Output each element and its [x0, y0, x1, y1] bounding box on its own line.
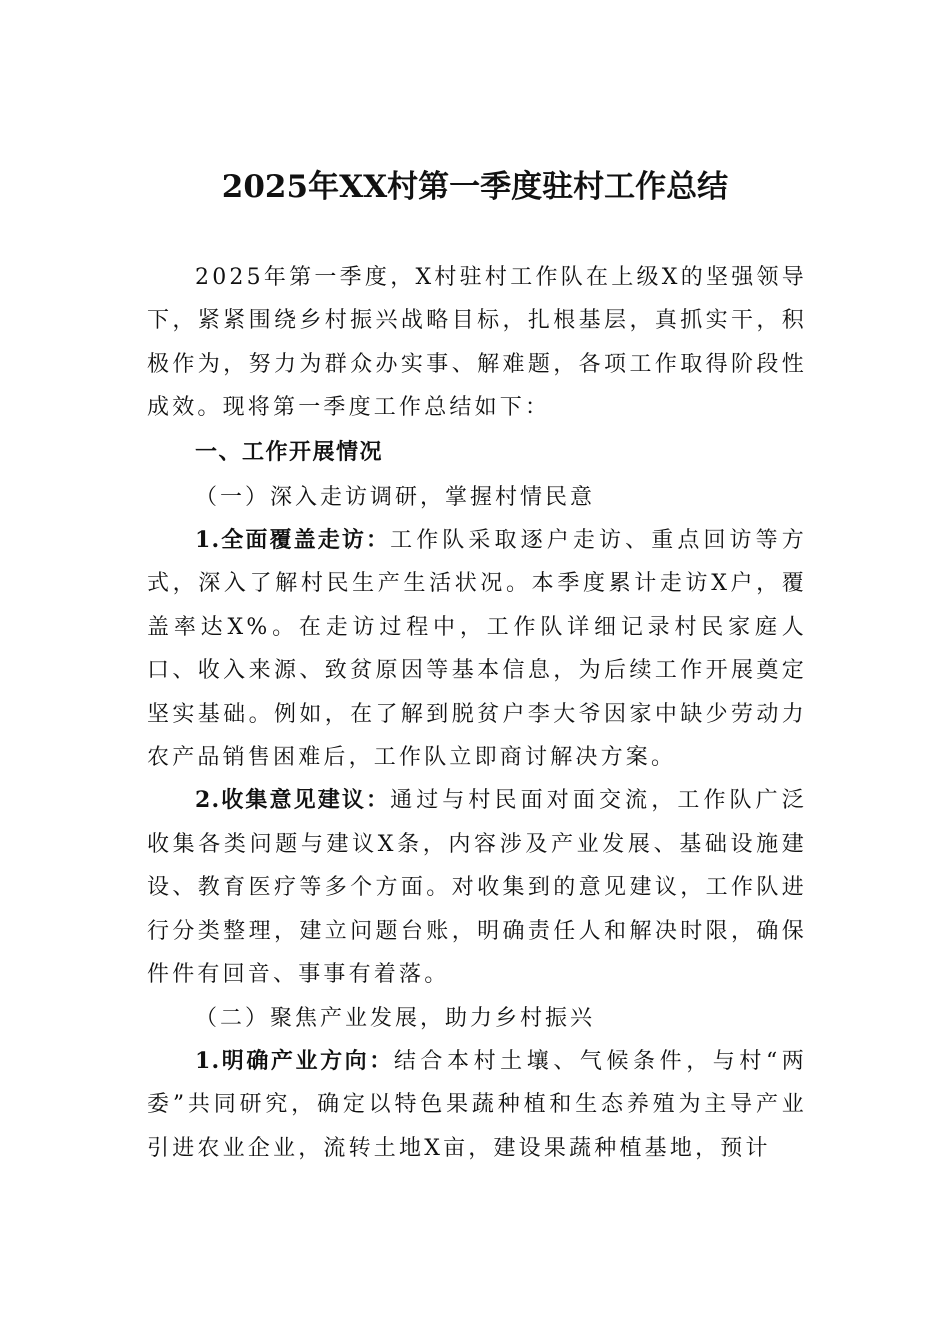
document-title: 2025年XX村第一季度驻村工作总结 [221, 169, 729, 205]
paragraph-text-full-coverage: 工作队采取逐户走访、重点回访等方式，深入了解村民生产生活状况。本季度累计走访X户，覆盖率达X%。在走访过程中，工作队详细记录村民家庭人口、收入来源、致贫原因等基本信息，为后续工作开展奠定坚实基础。例如，在了解到脱贫户李大爷因家中缺少劳动力农产品销售困难后，工作队立即商讨解决方案。 [147, 528, 807, 771]
paragraph-text-industry-direction: 结合本村土壤、气候条件，与村“两委”共同研究，确定以特色果蔬种植和生态养殖为主导产业引进农业企业，流转土地X亩，建设果蔬种植基地，预计 [147, 1048, 807, 1161]
section-heading-work-progress: 一、工作开展情况 [195, 439, 384, 465]
paragraph-full-coverage-visits [147, 519, 807, 779]
paragraph-collect-suggestions [147, 779, 807, 996]
subsection-heading-visits: （一）深入走访调研，掌握村情民意 [195, 484, 596, 510]
paragraph-lead-full-coverage: 1.全面覆盖走访： [195, 527, 391, 554]
paragraph-lead-collect-suggestions: 2.收集意见建议： [195, 787, 391, 814]
intro-paragraph: 2025年第一季度，X村驻村工作队在上级X的坚强领导下，紧紧围绕乡村振兴战略目标，扎根基层，真抓实干，积极作为，努力为群众办实事、解难题，各项工作取得阶段性成效。现将第一季度工作总结如下： [147, 265, 807, 421]
paragraph-lead-industry-direction: 1.明确产业方向： [195, 1047, 394, 1074]
document-body [147, 256, 807, 1170]
subsection-heading-industry: （二）聚焦产业发展，助力乡村振兴 [195, 1005, 596, 1031]
paragraph-text-collect-suggestions: 通过与村民面对面交流，工作队广泛收集各类问题与建议X条，内容涉及产业发展、基础设施建设、教育医疗等多个方面。对收集到的意见建议，工作队进行分类整理，建立问题台账，明确责任人和解决时限，确保件件有回音、事事有着落。 [147, 788, 807, 988]
paragraph-industry-direction [147, 1040, 807, 1170]
